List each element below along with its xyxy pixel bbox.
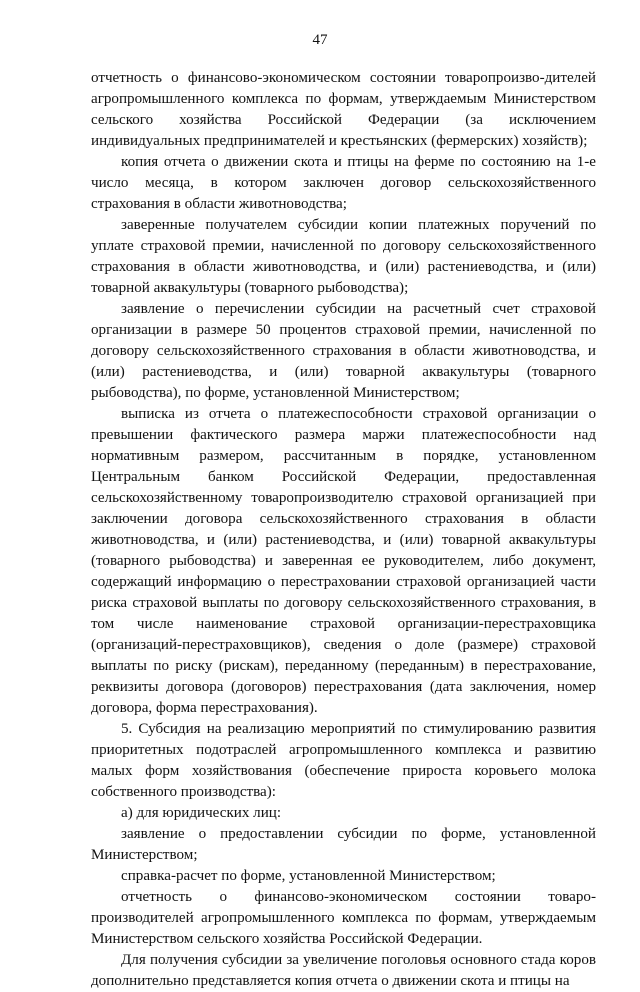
paragraph-cow-herd: Для получения субсидии за увеличение поголовья основного стада коров дополнительно представляется копия отчета о движении скота и птицы на <box>91 952 596 989</box>
paragraph-livestock-report-copy: копия отчета о движении скота и птицы на ферме по состоянию на 1-е число месяца, в котором заключен договор сельскохозяйственного страхования в области животноводства; <box>91 154 596 212</box>
paragraph-subsidy-application: заявление о предоставлении субсидии по форме, установленной Министерством; <box>91 826 596 863</box>
paragraph-calculation-certificate: справка-расчет по форме, установленной Министерством; <box>121 868 496 884</box>
paragraph-financial-reporting: отчетность о финансово-экономическом состоянии товаропроизво-дителей агропромышленного комплекса по формам, утверждаемым Министерством сельского хозяйства Российской Федерации (за исключением индивидуальных предпринимателей и крестьянских (фермерских) хозяйств); <box>91 70 596 149</box>
document-body <box>91 68 596 992</box>
paragraph-transfer-application: заявление о перечислении субсидии на расчетный счет страховой организации в размере 50 процентов страховой премии, начисленной по договору сельскохозяйственного страхования в области животноводства, и (или) растениеводства, и (или) товарной аквакультуры (товарного рыбоводства), по форме, установленной Министерством; <box>91 301 596 401</box>
paragraph-payment-orders: заверенные получателем субсидии копии платежных поручений по уплате страховой премии, начисленной по договору сельскохозяйственного страхования в области животноводства, и (или) растениеводства, и (или) товарной аквакультуры (товарного рыбоводства); <box>91 217 596 296</box>
paragraph-item-5: 5. Субсидия на реализацию мероприятий по стимулированию развития приоритетных подотраслей агропромышленного комплекса и развитию малых форм хозяйствования (обеспечение прироста коровьего молока собственного производства): <box>91 721 596 800</box>
paragraph-legal-entities: а) для юридических лиц: <box>121 805 282 821</box>
page-number: 47 <box>312 32 328 48</box>
paragraph-solvency-extract: выписка из отчета о платежеспособности страховой организации о превышении фактического размера маржи платежеспособности над нормативным размером, рассчитанным в порядке, установленном Центральным банком Российской Федерации, предоставленная сельскохозяйственному товаропроизводителю страховой организацией при заключении договора сельскохозяйственного страхования в области животноводства, и (или) растениеводства, и (или) товарной аквакультуры (товарного рыбоводства) и заверенная ее руководителем, либо документ, содержащий информацию о перестраховании страховой организацией части риска страховой выплаты по договору сельскохозяйственного страхования, в том числе наименование страховой организации-перестраховщика (организаций-перестраховщиков), сведения о доле (размере) страховой выплаты по риску (рискам), переданному (переданным) в перестрахование, реквизиты договора (договоров) перестрахования (дата заключения, номер договора, форма перестрахования). <box>91 406 596 716</box>
paragraph-financial-reporting-2: отчетность о финансово-экономическом состоянии товаро-производителей агропромышленного комплекса по формам, утверждаемым Министерством сельского хозяйства Российской Федерации. <box>91 889 596 947</box>
